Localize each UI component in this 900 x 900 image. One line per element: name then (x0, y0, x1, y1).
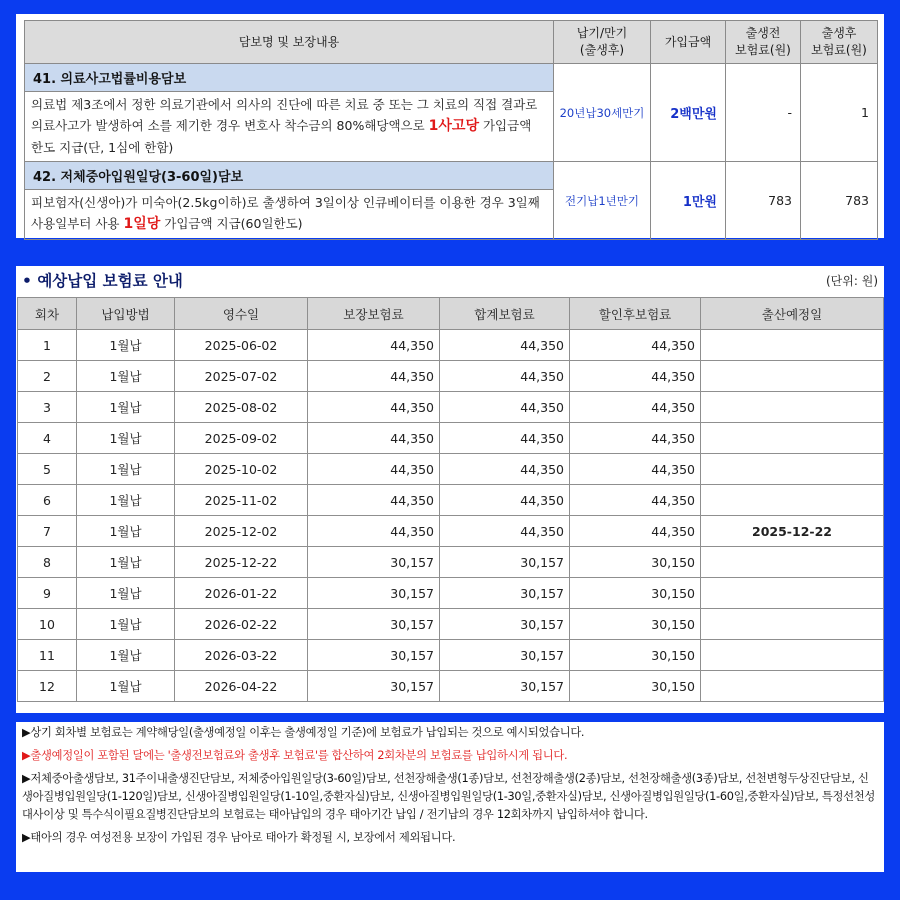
cell-date: 2025-08-02 (175, 392, 308, 423)
cell-total-premium: 44,350 (440, 485, 570, 516)
cell-round: 4 (18, 423, 77, 454)
cell-method: 1월납 (77, 423, 175, 454)
cell-date: 2026-04-22 (175, 671, 308, 702)
table-row (18, 578, 884, 609)
cell-due-date (701, 361, 884, 392)
coverage-item-amount: 1만원 (651, 162, 726, 240)
cell-round: 5 (18, 454, 77, 485)
cell-due-date (701, 330, 884, 361)
cell-due-date (701, 392, 884, 423)
cell-round: 9 (18, 578, 77, 609)
col-header-pre-line2: 보험료(원) (735, 43, 791, 57)
cell-coverage-premium: 30,157 (308, 671, 440, 702)
cell-date: 2026-01-22 (175, 578, 308, 609)
cell-due-date (701, 609, 884, 640)
coverage-item-amount: 2백만원 (651, 64, 726, 162)
cell-total-premium: 44,350 (440, 361, 570, 392)
col-header-post-line1: 출생후 (821, 26, 857, 40)
cell-coverage-premium: 30,157 (308, 609, 440, 640)
table-row (18, 330, 884, 361)
cell-method: 1월납 (77, 640, 175, 671)
cell-total-premium: 44,350 (440, 330, 570, 361)
cell-round: 12 (18, 671, 77, 702)
cell-total-premium: 44,350 (440, 392, 570, 423)
notes-list (22, 724, 878, 852)
cell-date: 2025-12-22 (175, 547, 308, 578)
unit-label: (단위: 원) (826, 274, 878, 288)
note-item: ▶태아의 경우 여성전용 보장이 가입된 경우 남아로 태아가 확정될 시, 보장에서 제외됩니다. (22, 831, 456, 844)
cell-total-premium: 30,157 (440, 547, 570, 578)
coverage-desc-text: 의료법 제3조에서 정한 의료기관에서 의사의 진단에 따른 치료 중 또는 그 치료의 직접 결과로 의료사고가 발생하여 소를 제기한 경우 변호사 착수금의 80%해당액으로 (31, 97, 538, 133)
cell-due-date: 2025-12-22 (701, 516, 884, 547)
col-header-due-date: 출산예정일 (701, 298, 884, 330)
cell-date: 2025-11-02 (175, 485, 308, 516)
cell-date: 2025-07-02 (175, 361, 308, 392)
cell-coverage-premium: 44,350 (308, 454, 440, 485)
notes-panel (16, 722, 884, 872)
table-row (18, 516, 884, 547)
cell-date: 2026-02-22 (175, 609, 308, 640)
cell-method: 1월납 (77, 609, 175, 640)
cell-round: 10 (18, 609, 77, 640)
col-header-discounted: 할인후보험료 (570, 298, 701, 330)
cell-due-date (701, 578, 884, 609)
coverage-item-pre-birth: - (726, 64, 801, 162)
cell-total-premium: 30,157 (440, 640, 570, 671)
cell-coverage-premium: 44,350 (308, 516, 440, 547)
cell-discounted-premium: 44,350 (570, 516, 701, 547)
cell-method: 1월납 (77, 671, 175, 702)
cell-date: 2025-12-02 (175, 516, 308, 547)
table-row (18, 361, 884, 392)
cell-total-premium: 44,350 (440, 516, 570, 547)
cell-discounted-premium: 30,150 (570, 547, 701, 578)
coverage-item-name: 41. 의료사고법률비용담보 (25, 64, 554, 92)
schedule-header-row (18, 298, 884, 330)
cell-round: 3 (18, 392, 77, 423)
cell-discounted-premium: 30,150 (570, 609, 701, 640)
cell-coverage-premium: 30,157 (308, 547, 440, 578)
cell-coverage-premium: 30,157 (308, 640, 440, 671)
cell-date: 2026-03-22 (175, 640, 308, 671)
cell-method: 1월납 (77, 547, 175, 578)
cell-discounted-premium: 30,150 (570, 578, 701, 609)
coverage-item-name: 42. 저체중아입원일당(3-60일)담보 (25, 162, 554, 190)
cell-due-date (701, 485, 884, 516)
col-header-coverage: 보장보험료 (308, 298, 440, 330)
note-item: ▶상기 회차별 보험료는 계약해당일(출생예정일 이후는 출생예정일 기준)에 보험료가 납입되는 것으로 예시되었습니다. (22, 726, 585, 739)
table-row (18, 392, 884, 423)
cell-discounted-premium: 30,150 (570, 671, 701, 702)
cell-method: 1월납 (77, 516, 175, 547)
coverage-item-post-birth: 1 (801, 64, 878, 162)
cell-round: 8 (18, 547, 77, 578)
coverage-panel (16, 14, 884, 238)
cell-due-date (701, 454, 884, 485)
col-header-post-birth (801, 21, 878, 64)
col-header-period-line2: (출생후) (579, 43, 625, 57)
cell-round: 1 (18, 330, 77, 361)
cell-discounted-premium: 44,350 (570, 361, 701, 392)
coverage-desc-text: 피보험자(신생아)가 미숙아(2.5kg이하)로 출생하여 3일이상 인큐베이터를 이용한 경우 3일째 사용일부터 사용 (31, 195, 540, 231)
col-header-post-line2: 보험료(원) (811, 43, 867, 57)
premium-schedule-table (17, 297, 884, 702)
col-header-pre-line1: 출생전 (745, 26, 781, 40)
col-header-period-line1: 납기/만기 (576, 26, 628, 40)
cell-due-date (701, 640, 884, 671)
coverage-desc-text: 가입금액 지급(60일한도) (160, 216, 303, 231)
cell-round: 11 (18, 640, 77, 671)
cell-due-date (701, 547, 884, 578)
cell-total-premium: 44,350 (440, 423, 570, 454)
cell-coverage-premium: 44,350 (308, 423, 440, 454)
table-row (18, 454, 884, 485)
coverage-item-post-birth: 783 (801, 162, 878, 240)
cell-discounted-premium: 44,350 (570, 392, 701, 423)
cell-date: 2025-09-02 (175, 423, 308, 454)
coverage-item-name-row (25, 64, 878, 92)
coverage-item-name-row (25, 162, 878, 190)
cell-round: 2 (18, 361, 77, 392)
cell-method: 1월납 (77, 485, 175, 516)
cell-method: 1월납 (77, 578, 175, 609)
cell-method: 1월납 (77, 361, 175, 392)
cell-discounted-premium: 44,350 (570, 454, 701, 485)
premium-schedule-panel (16, 266, 884, 713)
section-title-text: 예상납입 보험료 안내 (37, 272, 183, 290)
cell-discounted-premium: 44,350 (570, 423, 701, 454)
cell-round: 6 (18, 485, 77, 516)
cell-round: 7 (18, 516, 77, 547)
coverage-table (24, 20, 878, 240)
cell-coverage-premium: 44,350 (308, 330, 440, 361)
table-row (18, 640, 884, 671)
col-header-pre-birth (726, 21, 801, 64)
coverage-header-row (25, 21, 878, 64)
cell-due-date (701, 423, 884, 454)
table-row (18, 423, 884, 454)
col-header-date: 영수일 (175, 298, 308, 330)
table-row (18, 547, 884, 578)
cell-coverage-premium: 30,157 (308, 578, 440, 609)
table-row (18, 671, 884, 702)
cell-coverage-premium: 44,350 (308, 361, 440, 392)
cell-discounted-premium: 44,350 (570, 330, 701, 361)
cell-method: 1월납 (77, 330, 175, 361)
cell-total-premium: 30,157 (440, 578, 570, 609)
coverage-item-desc (25, 190, 554, 240)
coverage-item-pre-birth: 783 (726, 162, 801, 240)
table-row (18, 609, 884, 640)
coverage-item-desc (25, 92, 554, 162)
coverage-desc-highlight: 1사고당 (428, 118, 479, 134)
cell-date: 2025-10-02 (175, 454, 308, 485)
cell-discounted-premium: 30,150 (570, 640, 701, 671)
table-row (18, 485, 884, 516)
section-title (22, 269, 183, 291)
cell-coverage-premium: 44,350 (308, 485, 440, 516)
coverage-desc-text: 가입금액 한도 지급(단, 1심에 한함) (31, 118, 532, 155)
cell-method: 1월납 (77, 392, 175, 423)
cell-coverage-premium: 44,350 (308, 392, 440, 423)
bullet-icon: • (22, 272, 32, 290)
col-header-round: 회차 (18, 298, 77, 330)
cell-method: 1월납 (77, 454, 175, 485)
coverage-item-period: 20년납30세만기 (554, 64, 651, 162)
cell-due-date (701, 671, 884, 702)
cell-total-premium: 44,350 (440, 454, 570, 485)
col-header-method: 납입방법 (77, 298, 175, 330)
note-item: ▶출생예정일이 포함된 달에는 '출생전보험료와 출생후 보험료'를 합산하여 2회차분의 보험료를 납입하시게 됩니다. (22, 749, 568, 762)
col-header-total: 합계보험료 (440, 298, 570, 330)
cell-total-premium: 30,157 (440, 671, 570, 702)
coverage-item-period: 전기납1년만기 (554, 162, 651, 240)
cell-discounted-premium: 44,350 (570, 485, 701, 516)
col-header-period (554, 21, 651, 64)
cell-date: 2025-06-02 (175, 330, 308, 361)
col-header-name: 담보명 및 보장내용 (25, 21, 554, 64)
cell-total-premium: 30,157 (440, 609, 570, 640)
col-header-amount: 가입금액 (651, 21, 726, 64)
coverage-desc-highlight: 1일당 (123, 216, 161, 232)
note-item: ▶저체중아출생담보, 31주이내출생진단담보, 저체중아입원일당(3-60일)담보, 선천장해출생(1종)담보, 선천장해출생(2종)담보, 선천장해출생(3종)담보, 선천변형두상진단담보, 신생아질병입원일당(1-120일)담보, 신생아질병입원일당(1-10일,중환자실)담보, 신생아질병입원일당(1-30일,중환자실)담보, 신생아질병입원일당(1-60일,중환자실)담보, 특정선천성대사이상 및 특수식이필요질병진단담보의 보험료는 태아납입의 경우 태아기간 납입 / 전기납의 경우 12회차까지 납입하셔야 합니다. (22, 772, 875, 821)
